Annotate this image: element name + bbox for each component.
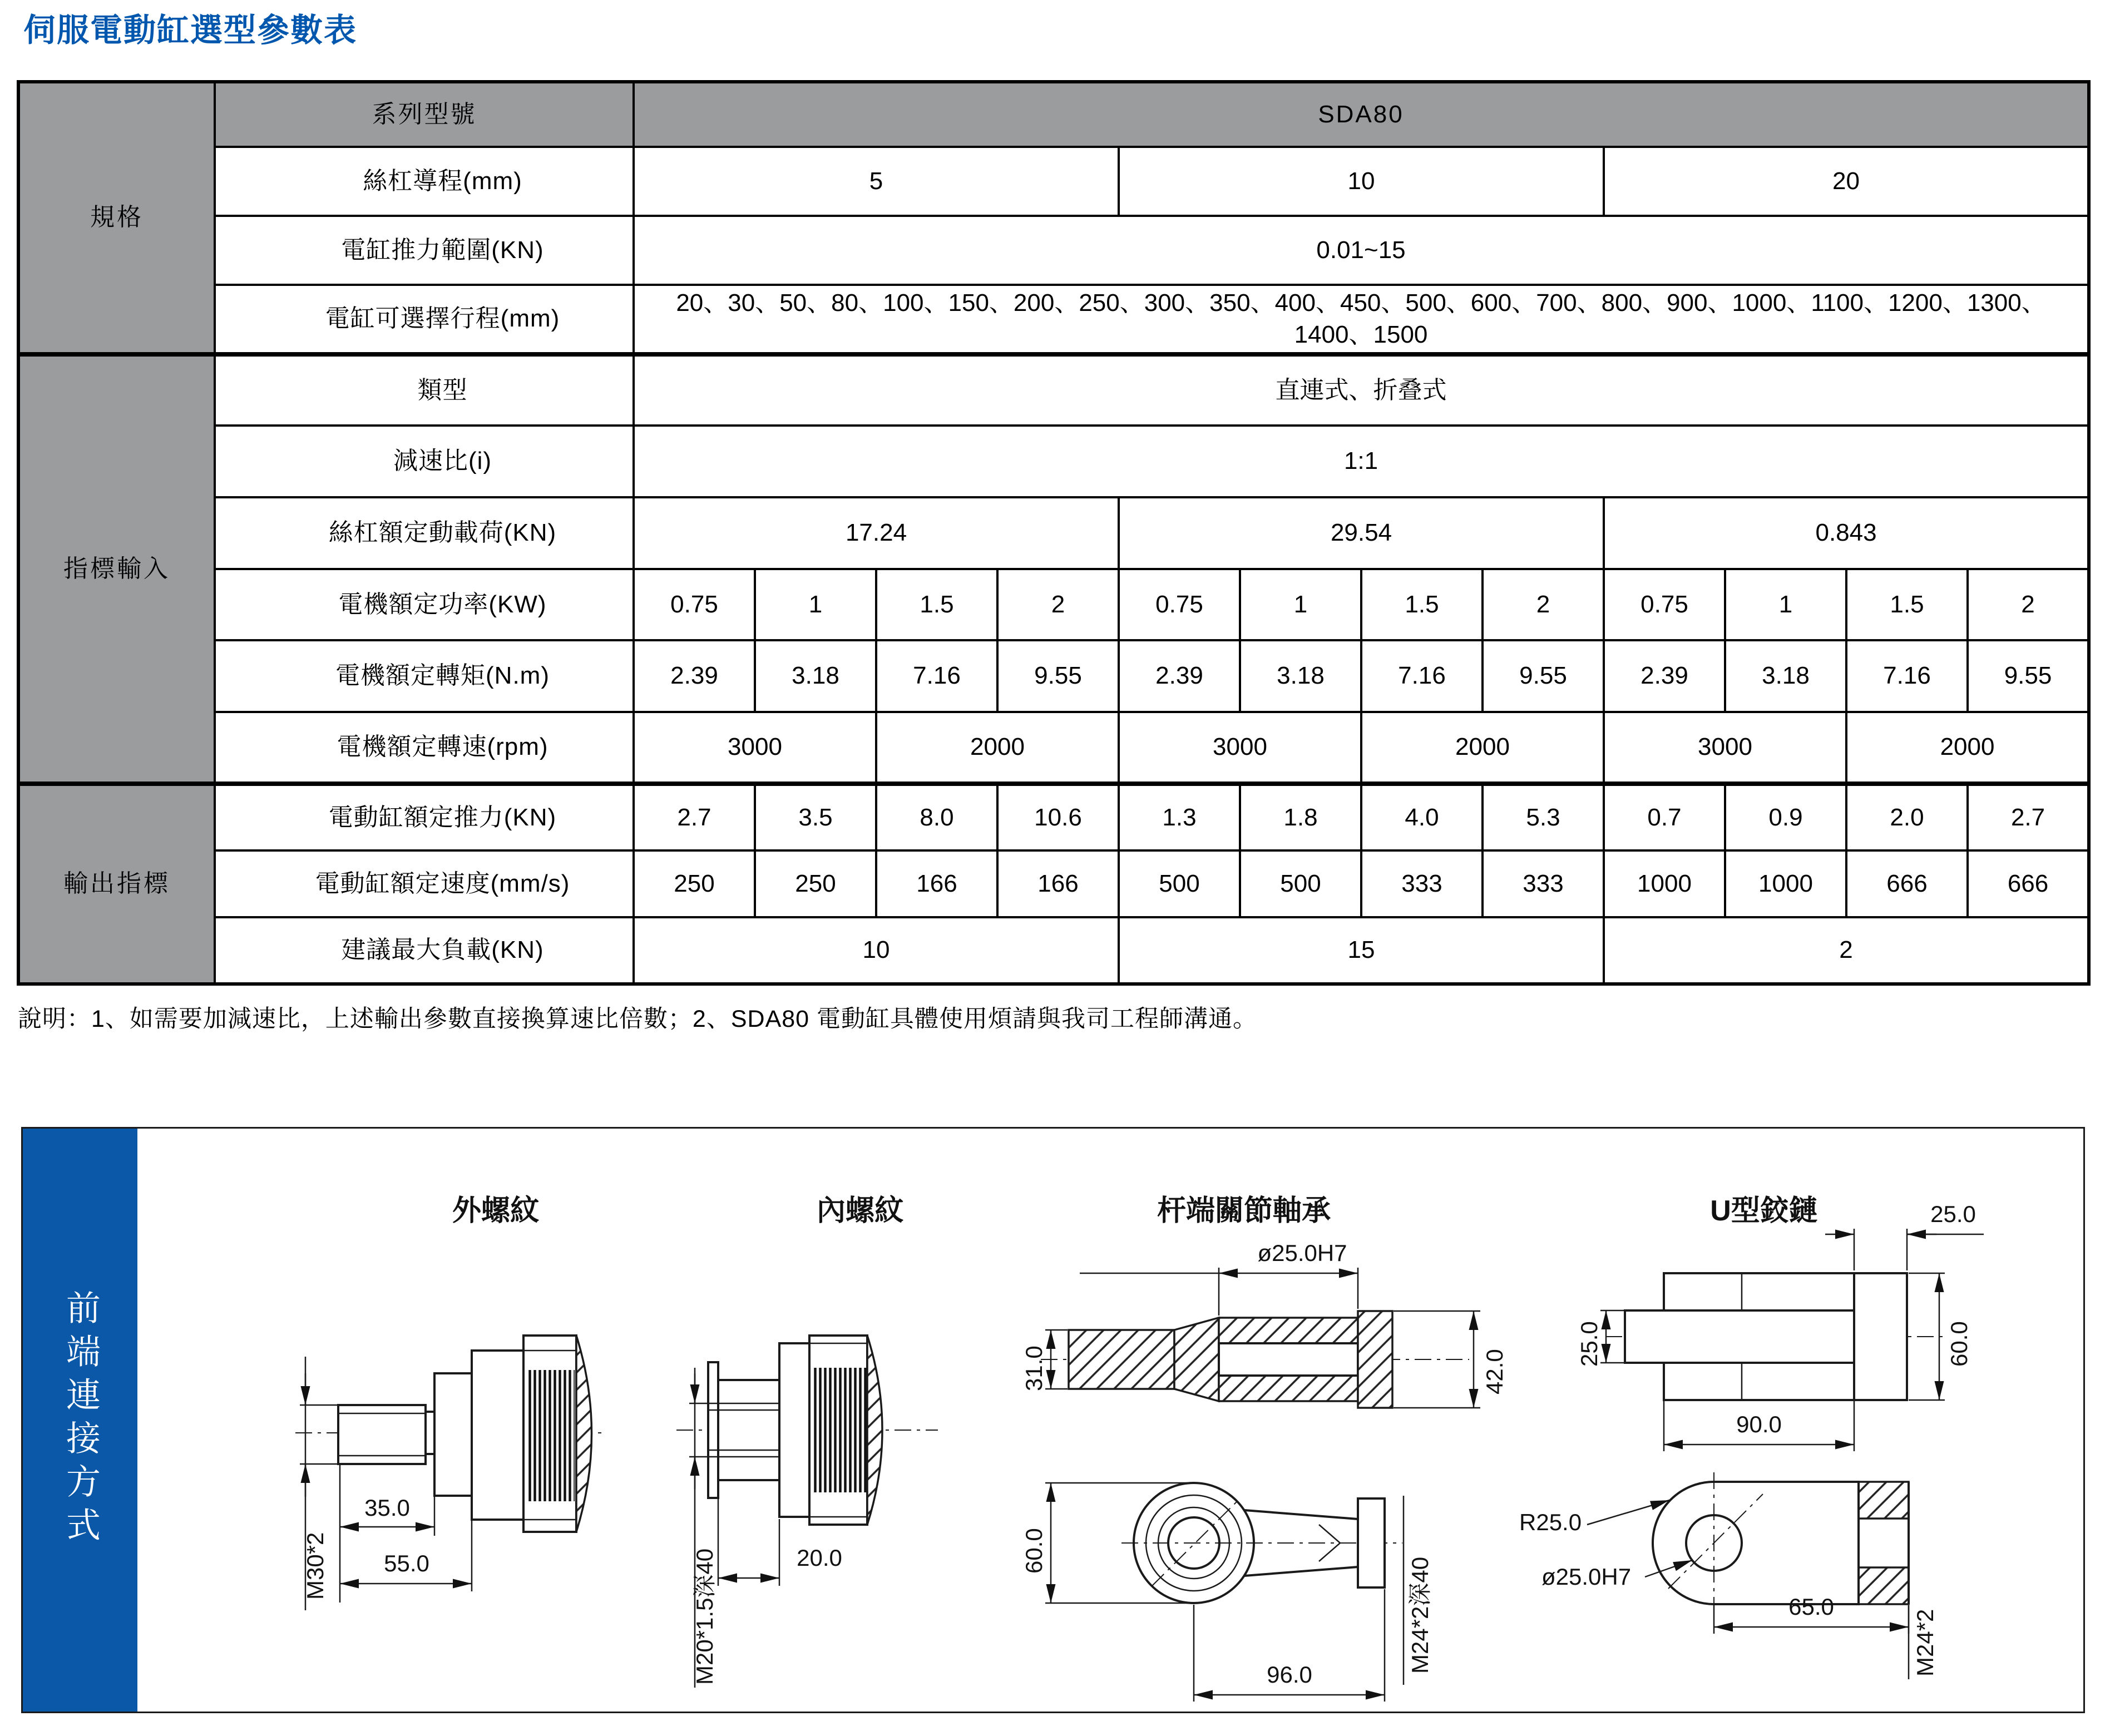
row-label: 電機額定功率(KW)	[215, 569, 634, 640]
table-row	[18, 497, 2089, 569]
value-cell: 666	[1968, 850, 2089, 917]
row-label: 絲杠額定動載荷(KN)	[215, 497, 634, 569]
value-cell: 2.39	[1604, 640, 1725, 712]
dim-label-wall: 25.0	[1930, 1201, 1976, 1227]
value-cell: 3.18	[1240, 640, 1361, 712]
dim-label-35: 35.0	[364, 1495, 410, 1521]
drawing-title: 外螺紋	[452, 1195, 540, 1227]
value-cell: 333	[1361, 850, 1483, 917]
value-cell: 3000	[1604, 712, 1846, 784]
value-cell: 2.39	[634, 640, 755, 712]
value-cell: 2000	[1361, 712, 1604, 784]
value-cell: 20、30、50、80、100、150、200、250、300、350、400、450、500、600、700、800、900、1000、1100、1200、1300、1400、1500	[634, 285, 2089, 354]
value-cell: 2	[997, 569, 1119, 640]
value-cell: 1.3	[1119, 784, 1240, 850]
value-cell: 10	[634, 917, 1119, 984]
connection-panel	[21, 1127, 2085, 1713]
value-cell: 333	[1483, 850, 1604, 917]
value-cell: 3000	[1119, 712, 1361, 784]
row-label: 電缸推力範圍(KN)	[215, 216, 634, 285]
value-cell: 1	[1725, 569, 1846, 640]
value-cell: 1000	[1725, 850, 1846, 917]
value-cell: 0.01~15	[634, 216, 2089, 285]
value-cell: 166	[876, 850, 997, 917]
value-cell: 5	[634, 147, 1119, 216]
drawing-title: U型鉸鏈	[1710, 1195, 1818, 1227]
dim-label-thread: M24*2深40	[1407, 1556, 1433, 1674]
sidebar-title: 前端連接方式	[61, 1290, 100, 1550]
row-label: 絲杠導程(mm)	[215, 147, 634, 216]
dim-label-31: 31.0	[1021, 1346, 1047, 1391]
value-cell: 10.6	[997, 784, 1119, 850]
value-cell: 2000	[1846, 712, 2089, 784]
value-cell: 9.55	[1968, 640, 2089, 712]
value-cell: 250	[755, 850, 876, 917]
drawing-title: 內螺紋	[816, 1195, 904, 1227]
page-title: 伺服電動缸選型參數表	[23, 12, 358, 48]
dim-label-60: 60.0	[1021, 1528, 1047, 1574]
value-cell: 2.0	[1846, 784, 1968, 850]
value-cell: 2	[1483, 569, 1604, 640]
row-label: 電機額定轉矩(N.m)	[215, 640, 634, 712]
value-cell: 9.55	[997, 640, 1119, 712]
value-cell: 10	[1119, 147, 1604, 216]
table-row	[18, 426, 2089, 497]
value-cell: 0.7	[1604, 784, 1725, 850]
header-row	[18, 82, 2089, 147]
dim-label-thread: M20*1.5深40	[691, 1548, 718, 1685]
spec-table	[17, 80, 2091, 986]
row-label: 減速比(i)	[215, 426, 634, 497]
dim-label-65: 65.0	[1788, 1594, 1834, 1620]
row-label: 電動缸額定推力(KN)	[215, 784, 634, 850]
value-cell: 3000	[634, 712, 876, 784]
table-row	[18, 285, 2089, 354]
value-cell: 直連式、折叠式	[634, 354, 2089, 426]
value-cell: 1.5	[1361, 569, 1483, 640]
table-row	[18, 850, 2089, 917]
row-label: 類型	[215, 354, 634, 426]
drawing-external-thread	[295, 1195, 604, 1610]
value-cell: 8.0	[876, 784, 997, 850]
value-cell: 500	[1240, 850, 1361, 917]
value-cell: 1	[1240, 569, 1361, 640]
table-row	[18, 354, 2089, 426]
dim-label-20: 20.0	[797, 1545, 842, 1571]
drawing-rod-end-bearing	[1021, 1195, 1508, 1702]
value-cell: 7.16	[1846, 640, 1968, 712]
value-cell: 2000	[876, 712, 1119, 784]
drawing-internal-thread	[676, 1195, 938, 1688]
group-label-input: 指標輸入	[18, 354, 215, 784]
value-cell: 20	[1604, 147, 2089, 216]
row-label: 電機額定轉速(rpm)	[215, 712, 634, 784]
value-cell: 2.7	[634, 784, 755, 850]
value-cell: 0.75	[1119, 569, 1240, 640]
table-row	[18, 569, 2089, 640]
drawing-title: 杆端關節軸承	[1157, 1195, 1331, 1227]
connection-drawings	[23, 1129, 2087, 1715]
table-row	[18, 712, 2089, 784]
value-cell: 1000	[1604, 850, 1725, 917]
value-cell: 1	[755, 569, 876, 640]
row-label: 電動缸額定速度(mm/s)	[215, 850, 634, 917]
note-text: 說明：1、如需要加減速比，上述輸出參數直接換算速比倍數；2、SDA80 電動缸具體使用煩請與我司工程師溝通。	[18, 1006, 1258, 1032]
value-cell: 2.7	[1968, 784, 2089, 850]
dim-label-radius: R25.0	[1519, 1509, 1582, 1535]
value-cell: 3.18	[755, 640, 876, 712]
header-series-value: SDA80	[634, 82, 2089, 147]
dim-label-55: 55.0	[384, 1550, 429, 1576]
value-cell: 0.843	[1604, 497, 2089, 569]
value-cell: 2	[1968, 569, 2089, 640]
value-cell: 7.16	[1361, 640, 1483, 712]
dim-label-42: 42.0	[1481, 1349, 1508, 1394]
dim-label-thread: M24*2	[1912, 1609, 1938, 1676]
value-cell: 1:1	[634, 426, 2089, 497]
value-cell: 7.16	[876, 640, 997, 712]
value-cell: 5.3	[1483, 784, 1604, 850]
value-cell: 29.54	[1119, 497, 1604, 569]
dim-label-height: 60.0	[1946, 1321, 1972, 1367]
table-row	[18, 640, 2089, 712]
drawing-u-clevis	[1519, 1195, 1984, 1679]
value-cell: 0.75	[1604, 569, 1725, 640]
value-cell: 1.8	[1240, 784, 1361, 850]
value-cell: 17.24	[634, 497, 1119, 569]
dim-label-slot: 25.0	[1576, 1321, 1602, 1367]
value-cell: 500	[1119, 850, 1240, 917]
header-series-label: 系列型號	[215, 82, 634, 147]
value-cell: 3.5	[755, 784, 876, 850]
dim-label-hole: ø25.0H7	[1541, 1564, 1632, 1590]
value-cell: 4.0	[1361, 784, 1483, 850]
row-label: 電缸可選擇行程(mm)	[215, 285, 634, 354]
dim-label-depth: 90.0	[1736, 1411, 1782, 1437]
table-row	[18, 784, 2089, 850]
value-cell: 2.39	[1119, 640, 1240, 712]
value-cell: 666	[1846, 850, 1968, 917]
value-cell: 0.9	[1725, 784, 1846, 850]
value-cell: 15	[1119, 917, 1604, 984]
row-label: 建議最大負載(KN)	[215, 917, 634, 984]
value-cell: 166	[997, 850, 1119, 917]
table-row	[18, 147, 2089, 216]
value-cell: 1.5	[876, 569, 997, 640]
group-label-spec: 規格	[18, 82, 215, 354]
value-cell: 0.75	[634, 569, 755, 640]
value-cell: 2	[1604, 917, 2089, 984]
value-cell: 9.55	[1483, 640, 1604, 712]
dim-label-thread: M30*2	[302, 1532, 328, 1600]
group-label-output: 輸出指標	[18, 784, 215, 984]
value-cell: 3.18	[1725, 640, 1846, 712]
value-cell: 1.5	[1846, 569, 1968, 640]
table-row	[18, 216, 2089, 285]
dim-label-96: 96.0	[1267, 1661, 1312, 1688]
dim-label-bore: ø25.0H7	[1257, 1240, 1347, 1266]
value-cell: 250	[634, 850, 755, 917]
table-row	[18, 917, 2089, 984]
